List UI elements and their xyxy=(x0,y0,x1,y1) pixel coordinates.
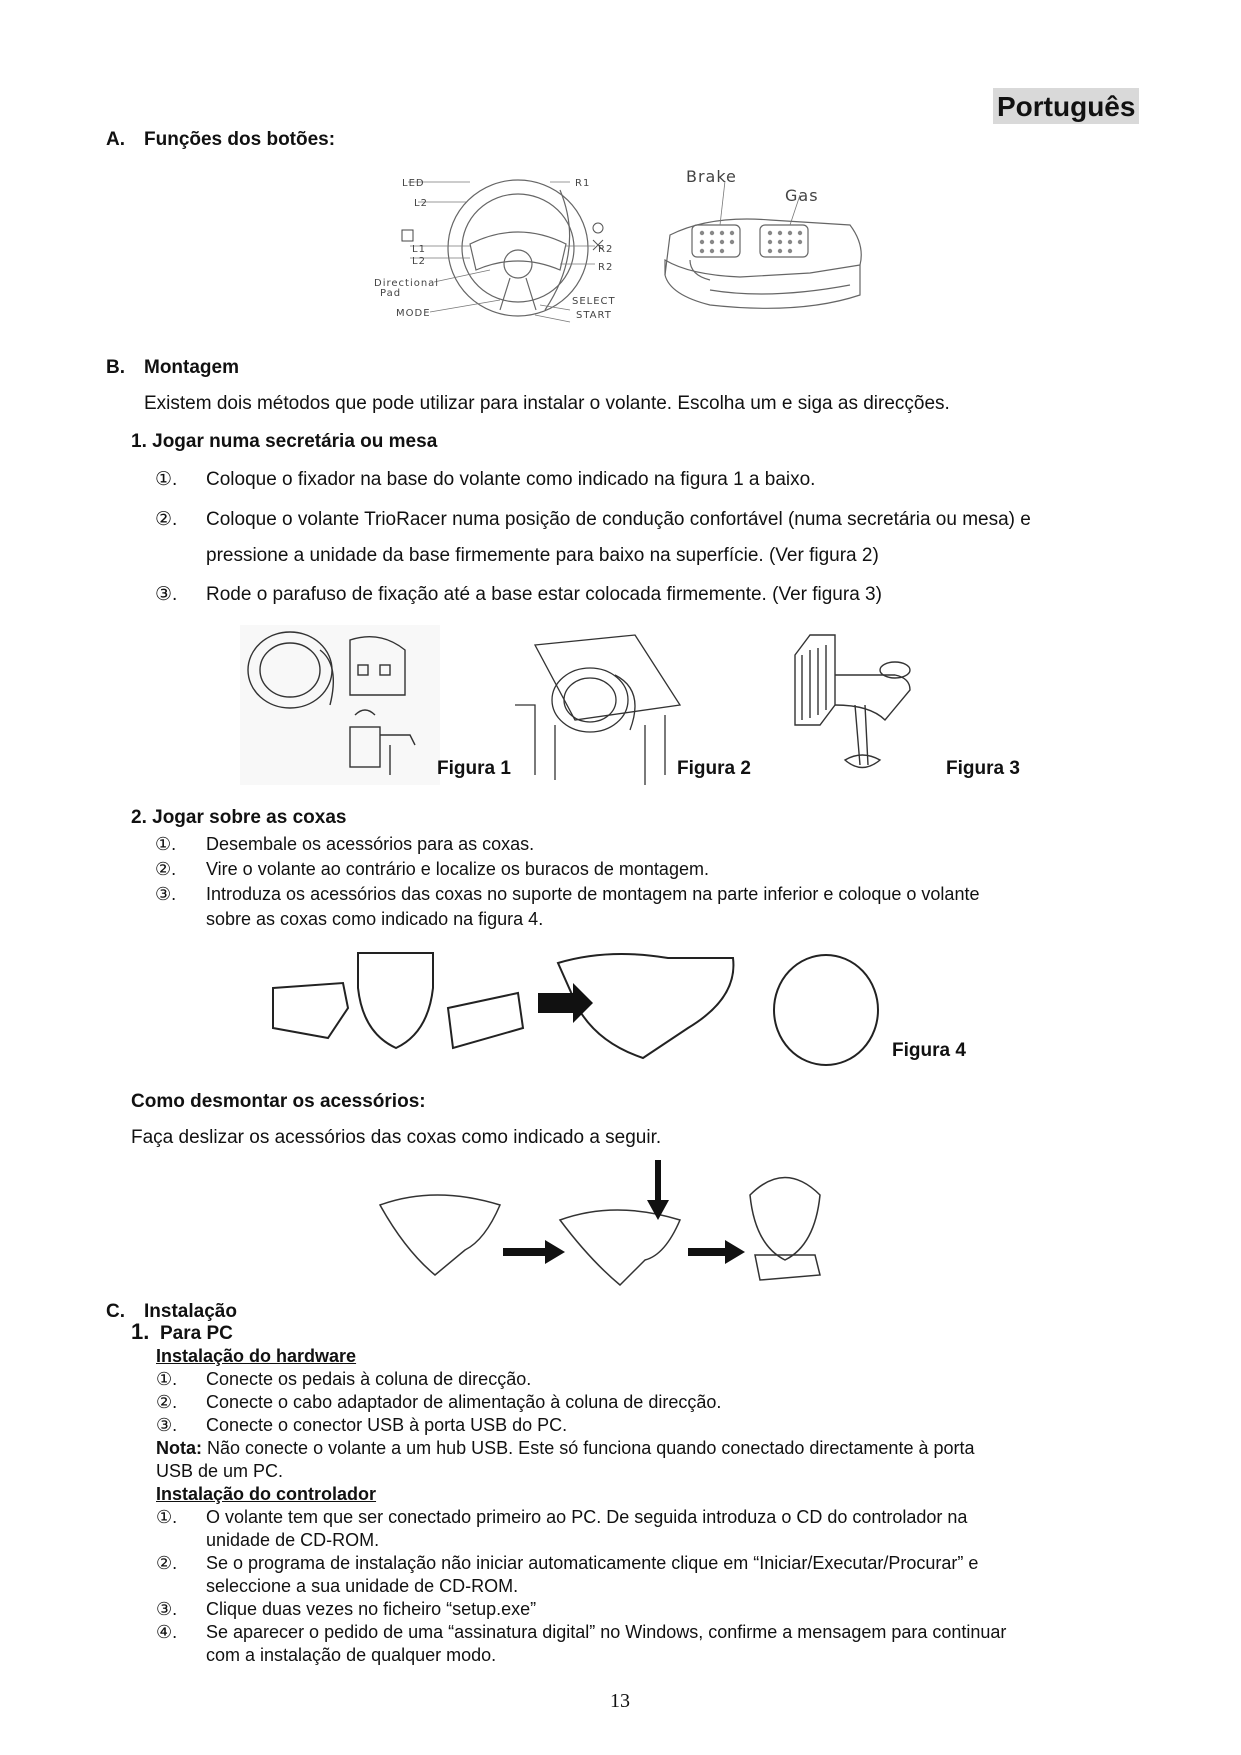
label-start: START xyxy=(576,310,612,321)
driver-step4-text-cont: com a instalação de qualquer modo. xyxy=(206,1645,497,1665)
method2-step3-text: Introduza os acessórios das coxas no suporte de montagem na parte inferior e coloque o volante xyxy=(206,884,980,904)
driver-step3-num: ③. xyxy=(156,1599,178,1619)
label-select: SELECT xyxy=(572,296,616,307)
hardware-note-cont: USB de um PC. xyxy=(156,1461,284,1481)
figure-1-illustration xyxy=(240,625,440,785)
driver-title: Instalação do controlador xyxy=(156,1484,377,1504)
method1-step3-text: Rode o parafuso de fixação até a base estar colocada firmemente. (Ver figura 3) xyxy=(206,584,882,605)
remove-accessories-illustration xyxy=(375,1160,905,1300)
label-l1: L1 xyxy=(412,244,426,255)
method1-step2-num: ②. xyxy=(155,509,178,530)
section-b-intro: Existem dois métodos que pode utilizar para instalar o volante. Escolha um e siga as direcções. xyxy=(144,393,950,414)
section-c-sub-title: Para PC xyxy=(160,1323,233,1344)
hardware-step3-text: Conecte o conector USB à porta USB do PC. xyxy=(206,1415,568,1435)
section-b-letter: B. xyxy=(106,357,125,378)
driver-step2-num: ②. xyxy=(156,1553,178,1573)
figure-1-caption: Figura 1 xyxy=(437,758,511,779)
label-l2-top: L2 xyxy=(414,198,428,209)
section-a-letter: A. xyxy=(106,129,125,150)
figure-3-caption: Figura 3 xyxy=(946,758,1020,779)
method2-step2-text: Vire o volante ao contrário e localize os buracos de montagem. xyxy=(206,859,709,879)
pedals-diagram xyxy=(650,165,875,340)
steering-wheel-diagram xyxy=(370,160,640,335)
method2-step1-num: ①. xyxy=(155,834,177,854)
figure-4-caption: Figura 4 xyxy=(892,1040,966,1061)
method2-step3-text-cont: sobre as coxas como indicado na figura 4. xyxy=(206,909,544,929)
method2-step2-num: ②. xyxy=(155,859,177,879)
method1-step3-num: ③. xyxy=(155,584,178,605)
remove-text: Faça deslizar os acessórios das coxas como indicado a seguir. xyxy=(131,1127,662,1148)
driver-step1-text-cont: unidade de CD-ROM. xyxy=(206,1530,380,1550)
hardware-title: Instalação do hardware xyxy=(156,1346,357,1366)
label-dpad-1: Directional xyxy=(374,278,440,289)
hardware-step2-num: ②. xyxy=(156,1392,178,1412)
language-label: Português xyxy=(993,88,1139,124)
label-led: LED xyxy=(402,178,425,189)
label-gas: Gas xyxy=(785,186,819,205)
figure-2-caption: Figura 2 xyxy=(677,758,751,779)
label-r1: R1 xyxy=(575,178,591,189)
driver-step4-text: Se aparecer o pedido de uma “assinatura digital” no Windows, confirme a mensagem para continuar xyxy=(206,1622,1007,1642)
method1-step2-text-cont: pressione a unidade da base firmemente para baixo na superfície. (Ver figura 2) xyxy=(206,545,879,566)
remove-title: Como desmontar os acessórios: xyxy=(131,1091,426,1112)
driver-step2-text-cont: seleccione a sua unidade de CD-ROM. xyxy=(206,1576,519,1596)
label-r2-a: R2 xyxy=(598,244,614,255)
method2-title: 2. Jogar sobre as coxas xyxy=(131,807,347,828)
driver-step3-text: Clique duas vezes no ficheiro “setup.exe” xyxy=(206,1599,537,1619)
hardware-step2-text: Conecte o cabo adaptador de alimentação à coluna de direcção. xyxy=(206,1392,722,1412)
driver-step2-text: Se o programa de instalação não iniciar automaticamente clique em “Iniciar/Executar/Procurar” e xyxy=(206,1553,979,1573)
driver-step1-num: ①. xyxy=(156,1507,178,1527)
method1-step2-text: Coloque o volante TrioRacer numa posição de condução confortável (numa secretária ou mesa) e xyxy=(206,509,1031,530)
method1-step1-text: Coloque o fixador na base do volante como indicado na figura 1 a baixo. xyxy=(206,469,816,490)
section-a-title: Funções dos botões: xyxy=(144,129,336,150)
method1-step1-num: ①. xyxy=(155,469,178,490)
figure-4-illustration xyxy=(268,948,908,1068)
section-c-letter: C. xyxy=(106,1301,125,1322)
figure-3-illustration xyxy=(790,630,930,780)
label-dpad-2: Pad xyxy=(380,288,402,299)
label-mode: MODE xyxy=(396,308,431,319)
hardware-step1-num: ①. xyxy=(156,1369,178,1389)
label-brake: Brake xyxy=(686,167,737,186)
note-text: Não conecte o volante a um hub USB. Este só funciona quando conectado directamente à porta xyxy=(202,1438,975,1458)
section-c-title: Instalação xyxy=(144,1301,237,1322)
method2-step1-text: Desembale os acessórios para as coxas. xyxy=(206,834,535,854)
section-b-title: Montagem xyxy=(144,357,239,378)
note-label: Nota: xyxy=(156,1438,202,1458)
method2-step3-num: ③. xyxy=(155,884,177,904)
hardware-step1-text: Conecte os pedais à coluna de direcção. xyxy=(206,1369,532,1389)
hardware-step3-num: ③. xyxy=(156,1415,178,1435)
label-r2-b: R2 xyxy=(598,262,614,273)
driver-step4-num: ④. xyxy=(156,1622,178,1642)
method1-title: 1. Jogar numa secretária ou mesa xyxy=(131,431,438,452)
label-l2: L2 xyxy=(412,256,426,267)
figure-2-illustration xyxy=(515,625,685,785)
driver-step1-text: O volante tem que ser conectado primeiro ao PC. De seguida introduza o CD do controlador na xyxy=(206,1507,968,1527)
page-number: 13 xyxy=(610,1690,630,1712)
section-c-sub-num: 1. xyxy=(131,1319,150,1344)
hardware-note xyxy=(156,1437,975,1460)
